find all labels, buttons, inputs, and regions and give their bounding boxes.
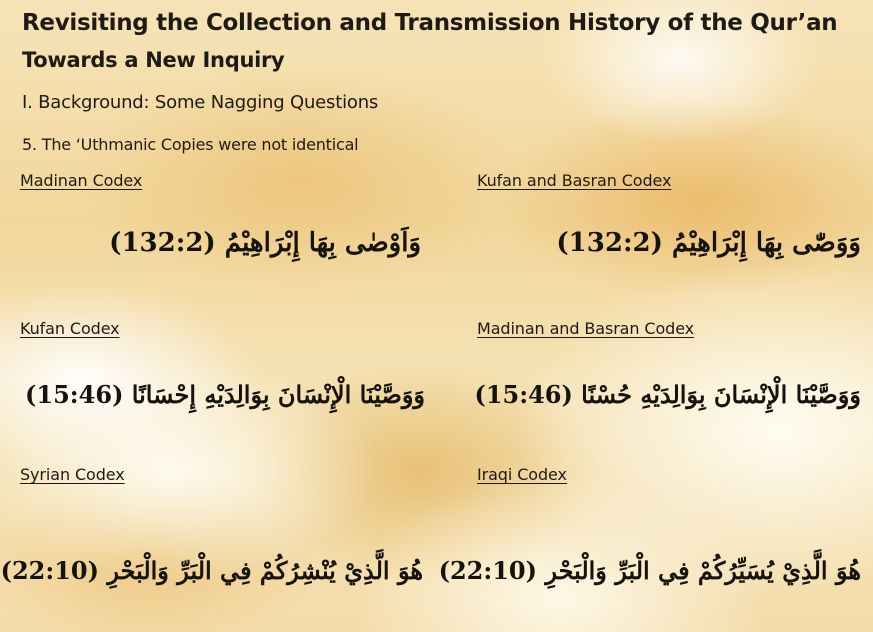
point-heading: 5. The ‘Uthmanic Copies were not identical <box>22 135 359 154</box>
slide-title: Revisiting the Collection and Transmission History of the Qur’an <box>22 10 838 36</box>
codex-label-madinan-basran: Madinan and Basran Codex <box>477 319 695 338</box>
section-heading: I. Background: Some Nagging Questions <box>22 92 379 113</box>
verse-kufan-basran: وَوَصّٰى بِهَا إِبْرَاهِيْمُ (132:2) <box>556 228 861 258</box>
verse-iraqi: هُوَ الَّذِيْ يُسَيِّرُكُمْ فِي الْبَرِّ وَالْبَحْرِ (22:10) <box>438 556 861 585</box>
verse-madinan: وَاَوْصٰى بِهَا إِبْرَاهِيْمُ (132:2) <box>109 228 421 258</box>
codex-label-kufan-basran: Kufan and Basran Codex <box>477 171 672 190</box>
verse-madinan-basran: وَوَصَّيْنَا الْإِنْسَانَ بِوَالِدَيْهِ حُسْنًا (15:46) <box>474 380 861 409</box>
verse-syrian: هُوَ الَّذِيْ يُنْشِرُكُمْ فِي الْبَرِّ وَالْبَحْرِ (22:10) <box>0 556 423 585</box>
codex-label-madinan: Madinan Codex <box>20 171 143 190</box>
codex-label-kufan: Kufan Codex <box>20 319 120 338</box>
verse-kufan: وَوَصَّيْنَا الْإِنْسَانَ بِوَالِدَيْهِ إِحْسَانًا (15:46) <box>25 380 425 409</box>
codex-label-syrian: Syrian Codex <box>20 465 125 484</box>
slide-subtitle: Towards a New Inquiry <box>22 48 285 72</box>
codex-label-iraqi: Iraqi Codex <box>477 465 567 484</box>
